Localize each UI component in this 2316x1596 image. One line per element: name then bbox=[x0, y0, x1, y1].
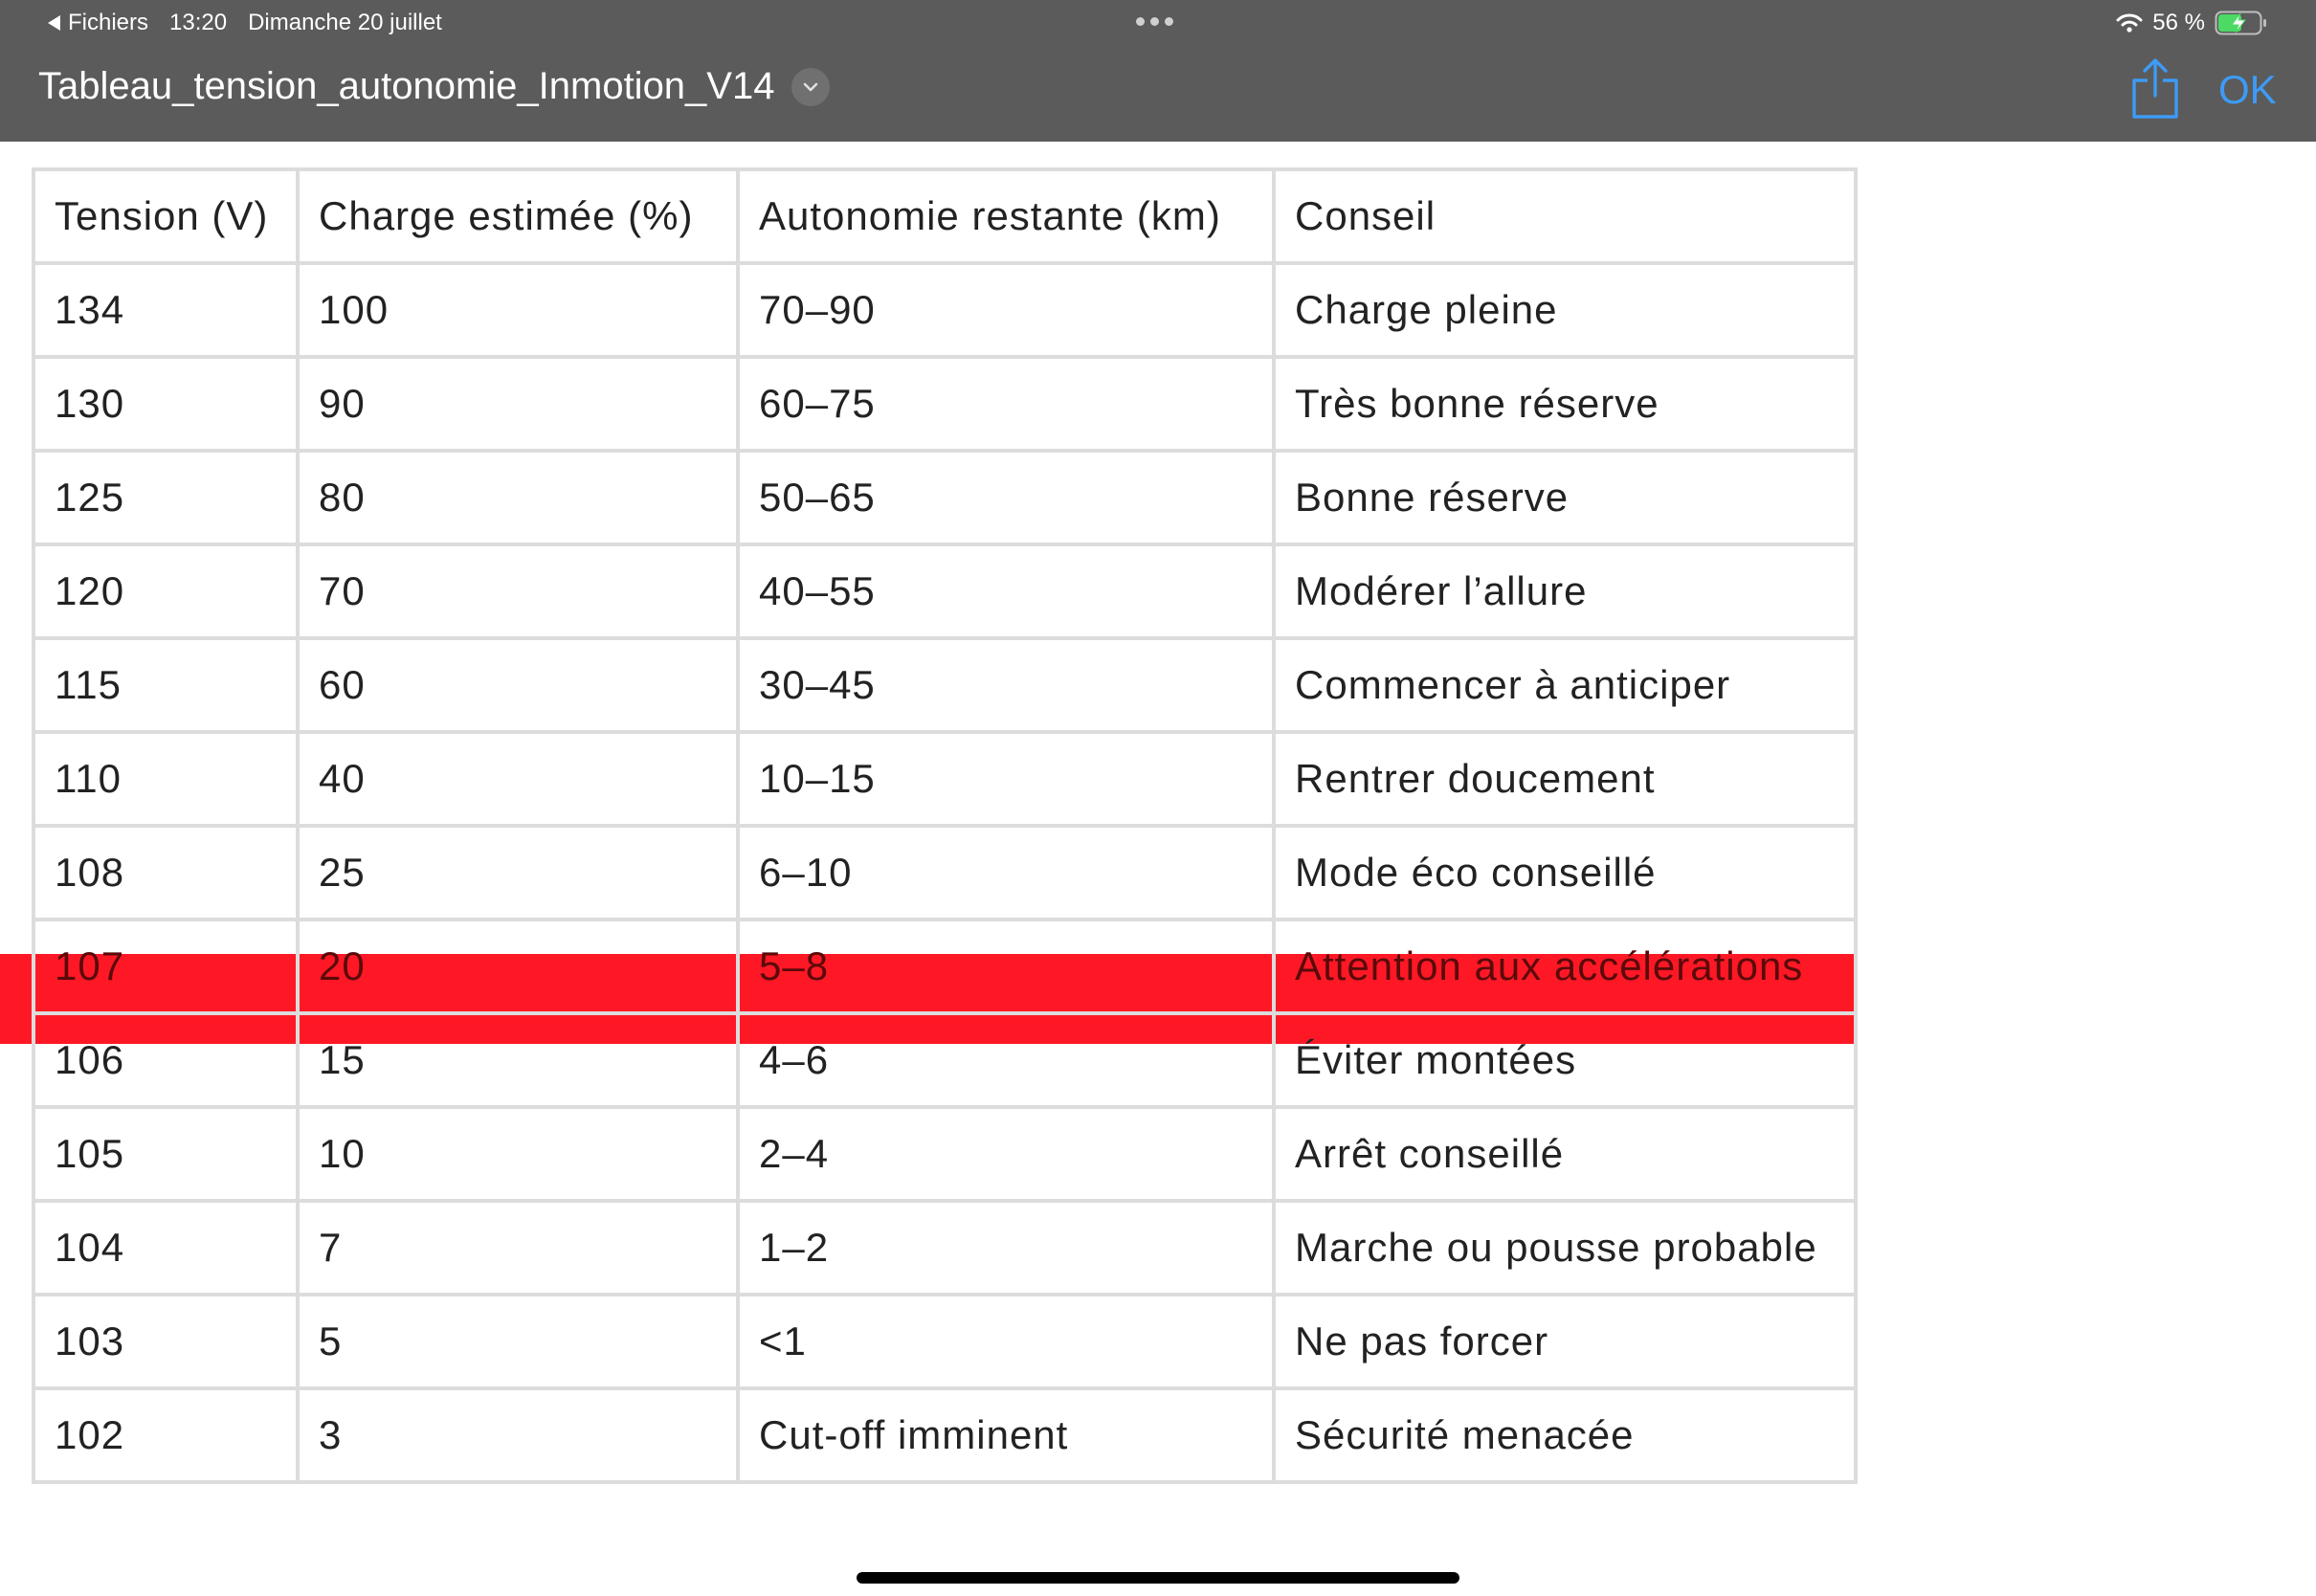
autonomie-cell: 70–90 bbox=[738, 263, 1274, 357]
tension-cell: 108 bbox=[33, 826, 298, 920]
back-label: Fichiers bbox=[68, 10, 149, 35]
autonomie-cell: 6–10 bbox=[738, 826, 1274, 920]
autonomie-cell: 30–45 bbox=[738, 638, 1274, 732]
back-to-files-link[interactable] bbox=[48, 10, 148, 36]
status-date: Dimanche 20 juillet bbox=[248, 10, 442, 35]
tension-cell: 104 bbox=[33, 1201, 298, 1295]
table-row bbox=[33, 826, 1856, 920]
voltage-range-table bbox=[32, 167, 1858, 1484]
autonomie-cell: 1–2 bbox=[738, 1201, 1274, 1295]
battery-percent: 56 % bbox=[2152, 10, 2205, 35]
charge-cell: 25 bbox=[298, 826, 738, 920]
table-row bbox=[33, 263, 1856, 357]
share-icon bbox=[2128, 57, 2182, 121]
table-row bbox=[33, 357, 1856, 451]
conseil-cell: Rentrer doucement bbox=[1274, 732, 1856, 826]
charge-cell: 15 bbox=[298, 1013, 738, 1107]
conseil-cell: Ne pas forcer bbox=[1274, 1295, 1856, 1388]
autonomie-cell: 60–75 bbox=[738, 357, 1274, 451]
table-container bbox=[32, 167, 1858, 1484]
tension-cell: 102 bbox=[33, 1388, 298, 1482]
table-row bbox=[33, 732, 1856, 826]
back-arrow-icon bbox=[48, 15, 60, 31]
charge-cell: 3 bbox=[298, 1388, 738, 1482]
chevron-down-icon bbox=[800, 77, 821, 98]
charge-cell: 40 bbox=[298, 732, 738, 826]
tension-cell: 134 bbox=[33, 263, 298, 357]
table-row bbox=[33, 638, 1856, 732]
charge-cell: 10 bbox=[298, 1107, 738, 1201]
column-header-tension: Tension (V) bbox=[33, 169, 298, 263]
table-row bbox=[33, 451, 1856, 544]
tension-cell: 105 bbox=[33, 1107, 298, 1201]
tension-cell: 115 bbox=[33, 638, 298, 732]
autonomie-cell: Cut-off imminent bbox=[738, 1388, 1274, 1482]
conseil-cell: Marche ou pousse probable bbox=[1274, 1201, 1856, 1295]
conseil-cell: Très bonne réserve bbox=[1274, 357, 1856, 451]
tension-cell: 110 bbox=[33, 732, 298, 826]
charge-cell: 5 bbox=[298, 1295, 738, 1388]
column-header-charge: Charge estimée (%) bbox=[298, 169, 738, 263]
status-left bbox=[48, 10, 442, 36]
app-header bbox=[0, 0, 2316, 142]
conseil-cell: Charge pleine bbox=[1274, 263, 1856, 357]
table-row bbox=[33, 1388, 1856, 1482]
autonomie-cell: 10–15 bbox=[738, 732, 1274, 826]
table-row bbox=[33, 1295, 1856, 1388]
tension-cell: 125 bbox=[33, 451, 298, 544]
status-right bbox=[2116, 10, 2268, 36]
charge-cell: 70 bbox=[298, 544, 738, 638]
conseil-cell: Mode éco conseillé bbox=[1274, 826, 1856, 920]
table-row bbox=[33, 920, 1856, 1013]
table-body bbox=[33, 263, 1856, 1482]
home-indicator[interactable] bbox=[857, 1572, 1459, 1584]
charge-cell: 7 bbox=[298, 1201, 738, 1295]
charge-cell: 90 bbox=[298, 357, 738, 451]
table-row bbox=[33, 1201, 1856, 1295]
table-row bbox=[33, 1013, 1856, 1107]
autonomie-cell: 50–65 bbox=[738, 451, 1274, 544]
conseil-cell: Sécurité menacée bbox=[1274, 1388, 1856, 1482]
tension-cell: 106 bbox=[33, 1013, 298, 1107]
conseil-cell: Éviter montées bbox=[1274, 1013, 1856, 1107]
wifi-icon bbox=[2116, 12, 2143, 33]
table-row bbox=[33, 1107, 1856, 1201]
column-header-conseil: Conseil bbox=[1274, 169, 1856, 263]
charge-cell: 80 bbox=[298, 451, 738, 544]
conseil-cell: Commencer à anticiper bbox=[1274, 638, 1856, 732]
autonomie-cell: <1 bbox=[738, 1295, 1274, 1388]
share-button[interactable] bbox=[2128, 57, 2182, 121]
document-title[interactable]: Tableau_tension_autonomie_Inmotion_V14 bbox=[38, 65, 775, 107]
title-menu-button[interactable] bbox=[791, 68, 830, 106]
battery-charging-icon bbox=[2215, 11, 2268, 35]
table-row bbox=[33, 544, 1856, 638]
charge-cell: 60 bbox=[298, 638, 738, 732]
conseil-cell: Arrêt conseillé bbox=[1274, 1107, 1856, 1201]
column-header-autonomie: Autonomie restante (km) bbox=[738, 169, 1274, 263]
charge-cell: 100 bbox=[298, 263, 738, 357]
multitasking-dots-icon[interactable] bbox=[1136, 17, 1179, 26]
conseil-cell: Attention aux accélérations bbox=[1274, 920, 1856, 1013]
autonomie-cell: 2–4 bbox=[738, 1107, 1274, 1201]
conseil-cell: Modérer l’allure bbox=[1274, 544, 1856, 638]
autonomie-cell: 5–8 bbox=[738, 920, 1274, 1013]
autonomie-cell: 40–55 bbox=[738, 544, 1274, 638]
tension-cell: 103 bbox=[33, 1295, 298, 1388]
status-time: 13:20 bbox=[169, 10, 228, 35]
status-bar bbox=[0, 0, 2316, 46]
tension-cell: 120 bbox=[33, 544, 298, 638]
tension-cell: 107 bbox=[33, 920, 298, 1013]
charge-cell: 20 bbox=[298, 920, 738, 1013]
autonomie-cell: 4–6 bbox=[738, 1013, 1274, 1107]
conseil-cell: Bonne réserve bbox=[1274, 451, 1856, 544]
table-header-row bbox=[33, 169, 1856, 263]
ok-button[interactable]: OK bbox=[2218, 67, 2277, 112]
title-row bbox=[38, 65, 830, 108]
tension-cell: 130 bbox=[33, 357, 298, 451]
